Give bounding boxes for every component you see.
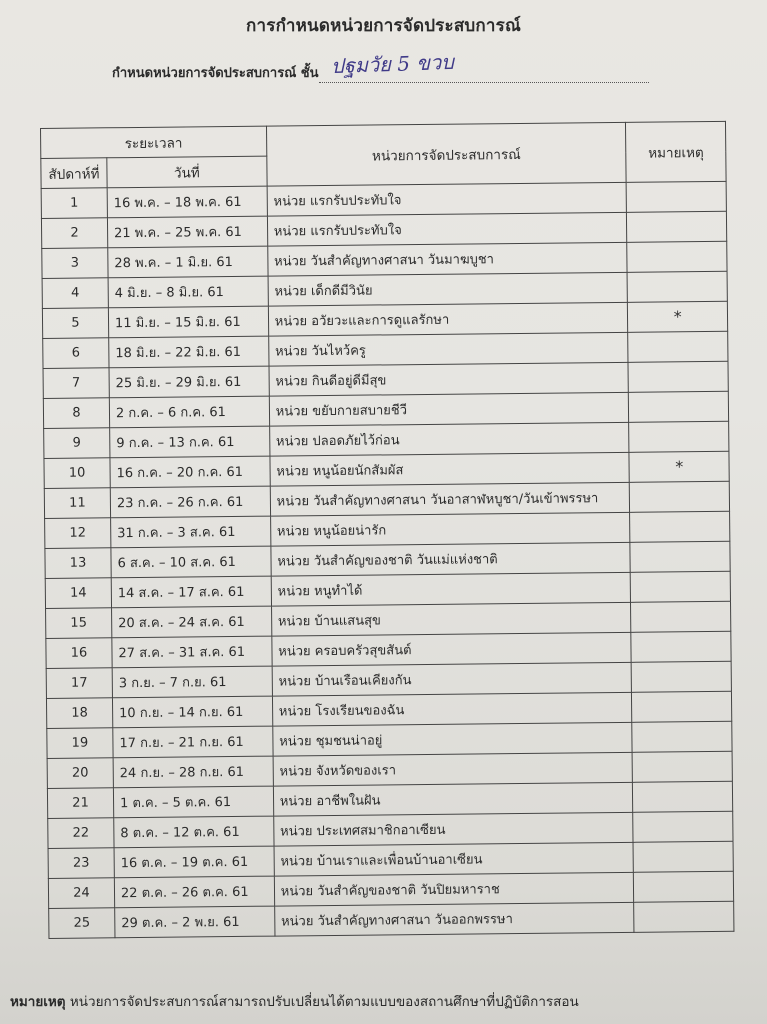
note-cell xyxy=(627,211,727,242)
note-cell xyxy=(631,601,731,632)
unit-cell: หน่วย วันสำคัญของชาติ วันแม่แห่งชาติ xyxy=(271,542,631,576)
week-cell: 21 xyxy=(47,788,113,819)
date-cell: 11 มิ.ย. – 15 มิ.ย. 61 xyxy=(108,306,268,338)
date-cell: 29 ต.ค. – 2 พ.ย. 61 xyxy=(115,906,275,938)
note-cell xyxy=(632,661,732,692)
unit-cell: หน่วย จังหวัดของเรา xyxy=(273,752,633,786)
date-cell: 22 ต.ค. – 26 ต.ค. 61 xyxy=(114,876,274,908)
unit-cell: หน่วย ขยับกายสบายชีวี xyxy=(269,392,629,426)
note-cell xyxy=(633,841,733,872)
header-unit: หน่วยการจัดประสบการณ์ xyxy=(266,122,626,186)
note-cell xyxy=(631,571,731,602)
week-cell: 15 xyxy=(46,608,112,639)
week-cell: 24 xyxy=(48,878,114,909)
unit-cell: หน่วย บ้านแสนสุข xyxy=(271,602,631,636)
unit-cell: หน่วย หนูทำได้ xyxy=(271,572,631,606)
footer-note xyxy=(10,990,760,1012)
date-cell: 16 พ.ค. – 18 พ.ค. 61 xyxy=(107,186,267,218)
date-cell: 16 ต.ค. – 19 ต.ค. 61 xyxy=(114,846,274,878)
date-cell: 6 ส.ค. – 10 ส.ค. 61 xyxy=(111,546,271,578)
date-cell: 18 มิ.ย. – 22 มิ.ย. 61 xyxy=(109,336,269,368)
date-cell: 23 ก.ค. – 26 ก.ค. 61 xyxy=(110,486,270,518)
note-cell xyxy=(634,871,734,902)
note-cell xyxy=(626,181,726,212)
document-title: การกำหนดหน่วยการจัดประสบการณ์ xyxy=(246,16,521,36)
note-cell xyxy=(628,361,728,392)
week-cell: 16 xyxy=(46,638,112,669)
note-cell xyxy=(629,421,729,452)
week-cell: 25 xyxy=(49,908,115,939)
header-week: สัปดาห์ที่ xyxy=(41,158,107,189)
note-cell xyxy=(633,811,733,842)
unit-cell: หน่วย ชุมชนน่าอยู่ xyxy=(272,722,632,756)
week-cell: 14 xyxy=(45,578,111,609)
week-cell: 20 xyxy=(47,758,113,789)
date-cell: 14 ส.ค. – 17 ส.ค. 61 xyxy=(111,576,271,608)
date-cell: 8 ต.ค. – 12 ต.ค. 61 xyxy=(114,816,274,848)
unit-cell: หน่วย วันสำคัญทางศาสนา วันออกพรรษา xyxy=(274,902,634,936)
date-cell: 2 ก.ค. – 6 ก.ค. 61 xyxy=(109,396,269,428)
unit-cell: หน่วย ประเทศสมาชิกอาเซียน xyxy=(273,812,633,846)
note-cell: * xyxy=(629,451,729,482)
date-cell: 10 ก.ย. – 14 ก.ย. 61 xyxy=(112,696,272,728)
unit-cell: หน่วย อาชีพในฝัน xyxy=(273,782,633,816)
week-cell: 2 xyxy=(41,218,107,249)
unit-cell: หน่วย วันไหว้ครู xyxy=(268,332,628,366)
unit-cell: หน่วย อวัยวะและการดูแลรักษา xyxy=(268,302,628,336)
level-handwritten-value: ปฐมวัย 5 ขวบ xyxy=(330,49,454,79)
level-fill-line xyxy=(319,49,649,83)
unit-cell: หน่วย แรกรับประทับใจ xyxy=(267,212,627,246)
unit-cell: หน่วย วันสำคัญทางศาสนา วันอาสาฬหบูชา/วันเข้าพรรษา xyxy=(270,482,630,516)
date-cell: 3 ก.ย. – 7 ก.ย. 61 xyxy=(112,666,272,698)
note-cell xyxy=(630,511,730,542)
week-cell: 12 xyxy=(45,518,111,549)
date-cell: 27 ส.ค. – 31 ส.ค. 61 xyxy=(112,636,272,668)
note-cell xyxy=(628,331,728,362)
date-cell: 1 ต.ค. – 5 ต.ค. 61 xyxy=(113,786,273,818)
date-cell: 9 ก.ค. – 13 ก.ค. 61 xyxy=(110,426,270,458)
unit-cell: หน่วย บ้านเราและเพื่อนบ้านอาเซียน xyxy=(274,842,634,876)
week-cell: 23 xyxy=(48,848,114,879)
table-row xyxy=(49,901,734,938)
week-cell: 11 xyxy=(44,488,110,519)
note-cell xyxy=(630,481,730,512)
note-cell xyxy=(629,391,729,422)
week-cell: 5 xyxy=(42,308,108,339)
unit-cell: หน่วย โรงเรียนของฉัน xyxy=(272,692,632,726)
date-cell: 4 มิ.ย. – 8 มิ.ย. 61 xyxy=(108,276,268,308)
week-cell: 19 xyxy=(47,728,113,759)
date-cell: 21 พ.ค. – 25 พ.ค. 61 xyxy=(107,216,267,248)
week-cell: 8 xyxy=(43,398,109,429)
note-cell xyxy=(632,751,732,782)
unit-cell: หน่วย แรกรับประทับใจ xyxy=(267,182,627,216)
week-cell: 22 xyxy=(48,818,114,849)
week-cell: 13 xyxy=(45,548,111,579)
week-cell: 17 xyxy=(46,668,112,699)
week-cell: 4 xyxy=(42,278,108,309)
unit-schedule-table xyxy=(40,121,734,939)
note-cell xyxy=(627,271,727,302)
unit-cell: หน่วย ครอบครัวสุขสันต์ xyxy=(272,632,632,666)
week-cell: 10 xyxy=(44,458,110,489)
unit-cell: หน่วย กินดีอยู่ดีมีสุข xyxy=(269,362,629,396)
date-cell: 25 มิ.ย. – 29 มิ.ย. 61 xyxy=(109,366,269,398)
table-header xyxy=(41,121,727,188)
week-cell: 6 xyxy=(43,338,109,369)
footer-label: หมายเหตุ xyxy=(10,994,66,1010)
level-label: กำหนดหน่วยการจัดประสบการณ์ ชั้น xyxy=(112,66,319,81)
week-cell: 18 xyxy=(46,698,112,729)
date-cell: 24 ก.ย. – 28 ก.ย. 61 xyxy=(113,756,273,788)
level-line xyxy=(112,49,692,83)
note-cell xyxy=(630,541,730,572)
week-cell: 3 xyxy=(42,248,108,279)
unit-cell: หน่วย ปลอดภัยไว้ก่อน xyxy=(269,422,629,456)
unit-cell: หน่วย หนูน้อยน่ารัก xyxy=(270,512,630,546)
header-date: วันที่ xyxy=(107,156,267,188)
week-cell: 7 xyxy=(43,368,109,399)
note-cell xyxy=(627,241,727,272)
unit-cell: หน่วย บ้านเรือนเคียงกัน xyxy=(272,662,632,696)
week-cell: 9 xyxy=(44,428,110,459)
note-cell xyxy=(634,901,734,932)
week-cell: 1 xyxy=(41,188,107,219)
unit-cell: หน่วย หนูน้อยนักสัมผัส xyxy=(270,452,630,486)
header-note: หมายเหตุ xyxy=(626,121,726,182)
note-cell xyxy=(633,781,733,812)
header-period: ระยะเวลา xyxy=(41,126,267,158)
date-cell: 20 ส.ค. – 24 ส.ค. 61 xyxy=(111,606,271,638)
note-cell: * xyxy=(628,301,728,332)
table-body xyxy=(41,181,734,938)
note-cell xyxy=(631,631,731,662)
date-cell: 16 ก.ค. – 20 ก.ค. 61 xyxy=(110,456,270,488)
date-cell: 31 ก.ค. – 3 ส.ค. 61 xyxy=(111,516,271,548)
unit-cell: หน่วย เด็กดีมีวินัย xyxy=(268,272,628,306)
date-cell: 28 พ.ค. – 1 มิ.ย. 61 xyxy=(108,246,268,278)
unit-cell: หน่วย วันสำคัญของชาติ วันปิยมหาราช xyxy=(274,872,634,906)
note-cell xyxy=(632,721,732,752)
note-cell xyxy=(632,691,732,722)
unit-cell: หน่วย วันสำคัญทางศาสนา วันมาฆบูชา xyxy=(267,242,627,276)
footer-text: หน่วยการจัดประสบการณ์สามารถปรับเปลี่ยนได้ตามแบบของสถานศึกษาที่ปฏิบัติการสอน xyxy=(69,994,579,1010)
date-cell: 17 ก.ย. – 21 ก.ย. 61 xyxy=(113,726,273,758)
